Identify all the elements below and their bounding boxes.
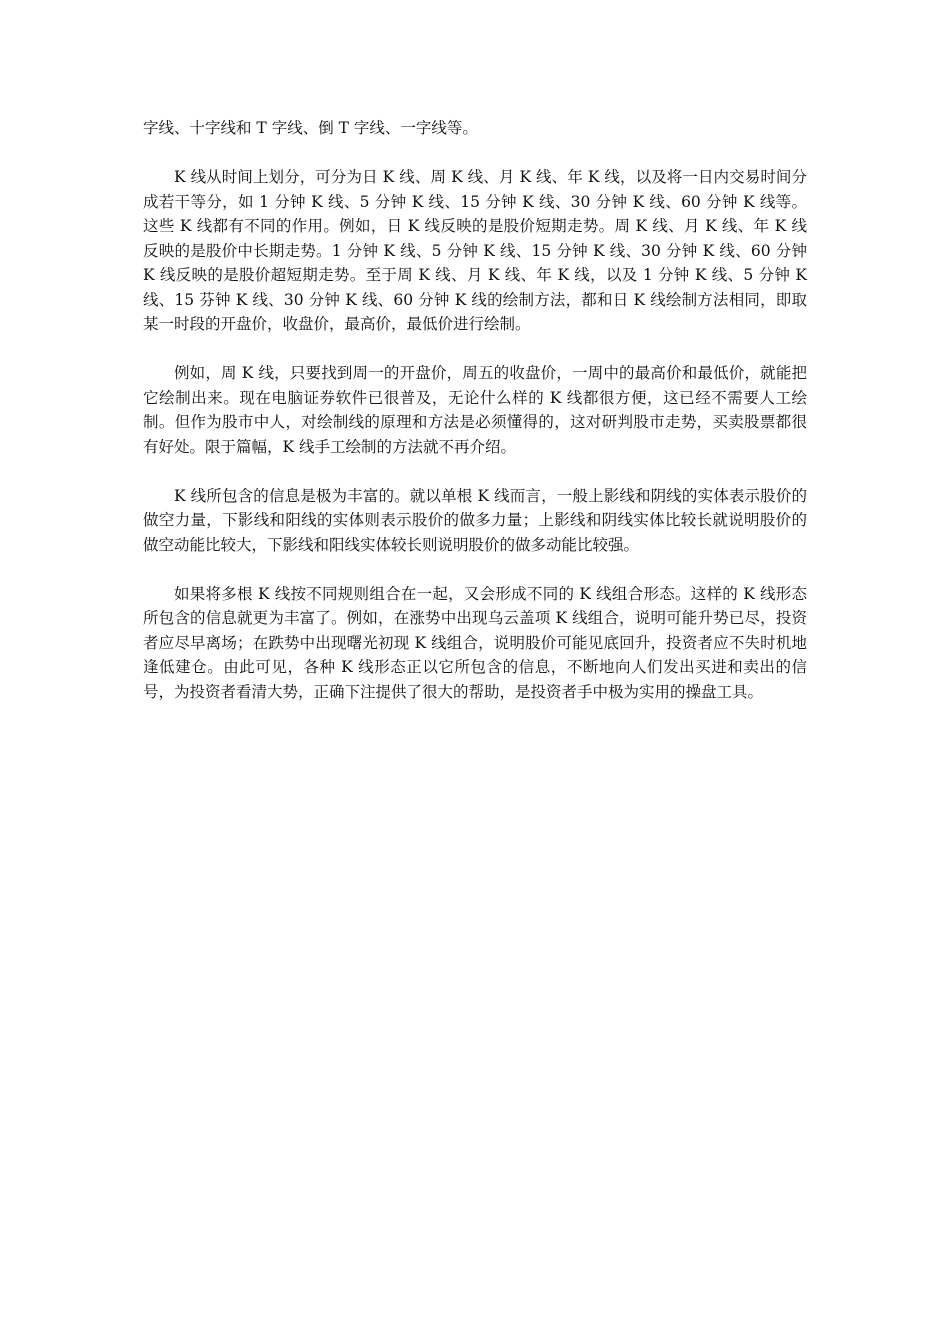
paragraph-kline-combination: 如果将多根 K 线按不同规则组合在一起，又会形成不同的 K 线组合形态。这样的 K 线形态所包含的信息就更为丰富了。例如，在涨势中出现乌云盖项 K 线组合，说明可能升势已尽，投资者应尽早离场；在跌势中出现曙光初现 K 线组合，说明股价可能见底回升，投资者应不失时机地逢低建仓。由此可见，各种 K 线形态正以它所包含的信息，不断地向人们发出买进和卖出的信号，为投资者看清大势，正确下注提供了很大的帮助，是投资者手中极为实用的操盘工具。: [143, 584, 807, 701]
paragraph-weekly-kline-example: 例如，周 K 线，只要找到周一的开盘价，周五的收盘价，一周中的最高价和最低价，就能把它绘制出来。现在电脑证券软件已很普及，无论什么样的 K 线都很方便，这已经不需要人工绘制。但作为股市中人，对绘制线的原理和方法是必须懂得的，这对研判股市走势，买卖股票都很有好处。限于篇幅，K 线手工绘制的方法就不再介绍。: [143, 364, 807, 456]
paragraph-kline-time-division: K 线从时间上划分，可分为日 K 线、周 K 线、月 K 线、年 K 线，以及将一日内交易时间分成若干等分，如 1 分钟 K 线、5 分钟 K 线、15 分钟 K 线、30 分钟 K 线、60 分钟 K 线等。这些 K 线都有不同的作用。例如，日 K 线反映的是股价短期走势。周 K 线、月 K 线、年 K 线反映的是股价中长期走势。1 分钟 K 线、5 分钟 K 线、15 分钟 K 线、30 分钟 K 线、60 分钟 K 线反映的是股价超短期走势。至于周 K 线、月 K 线、年 K 线，以及 1 分钟 K 线、5 分钟 K 线、15 芬钟 K 线、30 分钟 K 线、60 分钟 K 线的绘制方法，都和日 K 线绘制方法相同，即取某一时段的开盘价，收盘价，最高价，最低价进行绘制。: [143, 168, 807, 333]
document-body: [143, 116, 807, 729]
paragraph-continuation: 字线、十字线和 T 字线、倒 T 字线、一字线等。: [143, 119, 478, 137]
paragraph-single-kline-info: K 线所包含的信息是极为丰富的。就以单根 K 线而言，一般上影线和阴线的实体表示股价的做空力量，下影线和阳线的实体则表示股价的做多力量；上影线和阴线实体比较长就说明股价的做空动能比较大，下影线和阳线实体较长则说明股价的做多动能比较强。: [143, 486, 807, 554]
